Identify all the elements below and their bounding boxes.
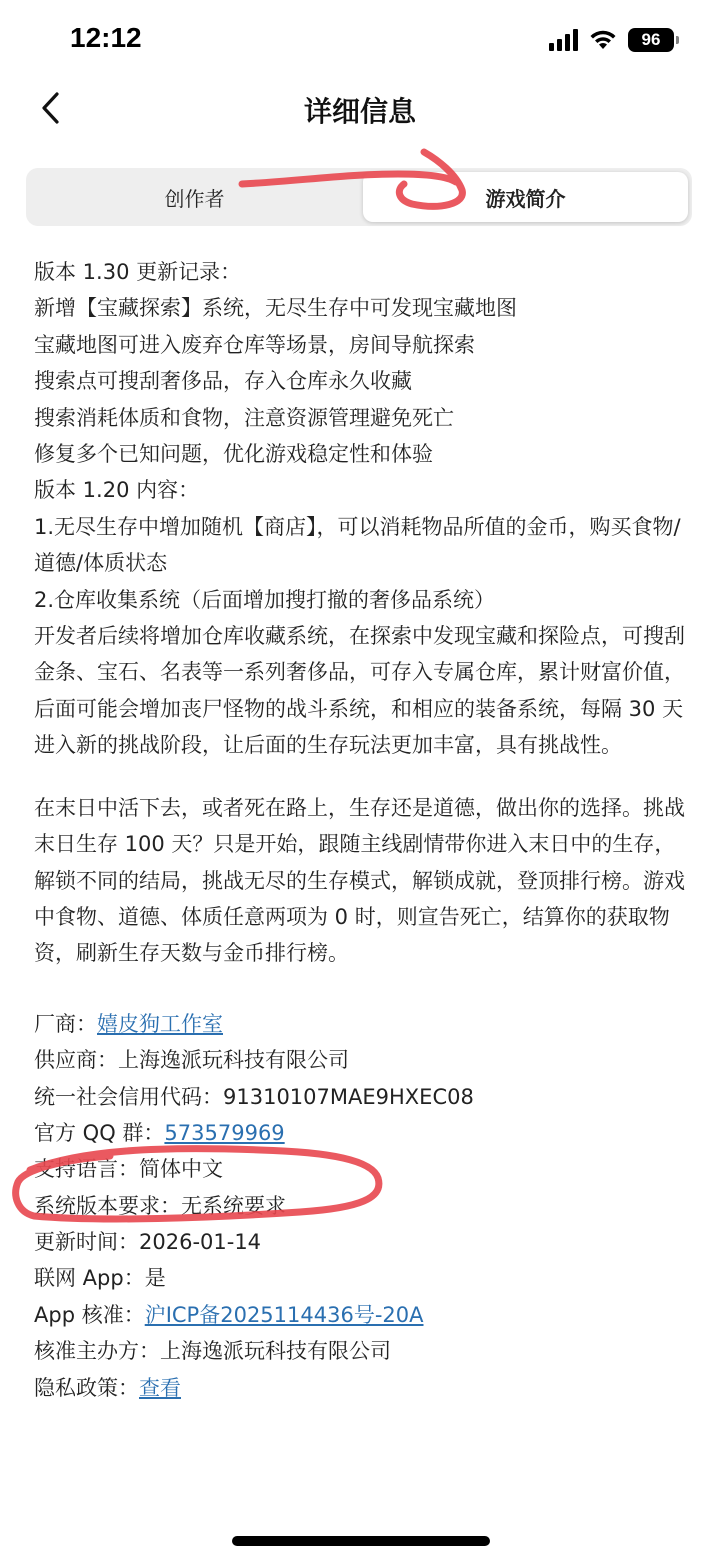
changelog-line: 搜索点可搜刮奢侈品，存入仓库永久收藏	[34, 369, 412, 394]
info-qq-group	[34, 1115, 686, 1151]
info-privacy	[34, 1370, 686, 1406]
sponsor-label: 核准主办方：	[34, 1339, 160, 1364]
info-vendor	[34, 1006, 686, 1042]
language-value: 简体中文	[139, 1157, 223, 1182]
changelog-line: 宝藏地图可进入废弃仓库等场景，房间导航探索	[34, 332, 475, 357]
supplier-label: 供应商：	[34, 1048, 118, 1073]
os-requirement-value: 无系统要求	[181, 1193, 286, 1218]
changelog-line: 新增【宝藏探索】系统，无尽生存中可发现宝藏地图	[34, 296, 517, 321]
sponsor-value: 上海逸派玩科技有限公司	[160, 1339, 391, 1364]
info-credit-code	[34, 1079, 686, 1115]
home-indicator[interactable]	[232, 1536, 490, 1546]
game-intro-paragraph: 在末日中活下去，或者死在路上，生存还是道德，做出你的选择。挑战末日生存 100 天？只是开始，跟随主线剧情带你进入末日中的生存，解锁不同的结局，挑战无尽的生存模式，解锁成就，登顶排行榜。游戏中食物、道德、体质任意两项为 0 时，则宣告死亡，结算你的获取物资，刷新生存天数与金币排行榜。	[34, 795, 685, 966]
privacy-label: 隐私政策：	[34, 1375, 139, 1400]
cellular-signal-icon	[549, 29, 578, 51]
qq-group-label: 官方 QQ 群：	[34, 1120, 165, 1145]
changelog-line: 搜索消耗体质和食物，注意资源管理避免死亡	[34, 405, 454, 430]
status-bar	[0, 0, 720, 80]
changelog-line: 版本 1.30 更新记录：	[34, 260, 242, 284]
online-app-label: 联网 App：	[34, 1266, 145, 1291]
info-icp	[34, 1297, 686, 1333]
info-sponsor	[34, 1333, 686, 1369]
wifi-icon	[588, 29, 618, 51]
credit-code-value: 91310107MAE9HXEC08	[223, 1084, 474, 1109]
info-supplier	[34, 1042, 686, 1078]
page-title: 详细信息	[303, 95, 416, 128]
status-time: 12:12	[70, 22, 142, 53]
language-label: 支持语言：	[34, 1157, 139, 1182]
icp-link[interactable]: 沪ICP备2025114436号-20A	[144, 1302, 424, 1327]
info-update-time	[34, 1224, 686, 1260]
changelog-line: 修复多个已知问题，优化游戏稳定性和体验	[34, 442, 433, 467]
tab-game-intro[interactable]: 游戏简介	[363, 172, 688, 222]
changelog-line: 开发者后续将增加仓库收藏系统，在探索中发现宝藏和探险点，可搜刮金条、宝石、名表等一系列奢侈品，可存入专属仓库，累计财富价值，后面可能会增加丧尸怪物的战斗系统，和相应的装备系统，每隔 30 天进入新的挑战阶段，让后面的生存玩法更加丰富，具有挑战性。	[34, 624, 685, 758]
nav-bar	[0, 80, 720, 140]
status-icons	[549, 28, 674, 52]
qq-group-link[interactable]: 573579969	[164, 1120, 285, 1145]
info-os-requirement	[34, 1188, 686, 1224]
os-requirement-label: 系统版本要求：	[34, 1193, 181, 1218]
detail-content	[34, 254, 686, 1406]
segmented-control	[26, 168, 692, 226]
online-app-value: 是	[144, 1266, 166, 1291]
vendor-label: 厂商：	[34, 1011, 97, 1036]
vendor-link[interactable]: 嬉皮狗工作室	[97, 1011, 223, 1036]
changelog-line: 1.无尽生存中增加随机【商店】，可以消耗物品所值的金币，购买食物/道德/体质状态	[34, 514, 681, 576]
update-time-value: 2026-01-14	[139, 1230, 262, 1255]
update-time-label: 更新时间：	[34, 1230, 139, 1255]
privacy-link[interactable]: 查看	[139, 1375, 181, 1400]
changelog-line: 版本 1.20 内容：	[34, 478, 200, 503]
changelog-line: 2.仓库收集系统（后面增加搜打撤的奢侈品系统）	[34, 587, 496, 612]
credit-code-label: 统一社会信用代码：	[34, 1084, 223, 1109]
battery-icon: 96	[628, 28, 674, 52]
info-online-app	[34, 1260, 686, 1296]
info-language	[34, 1151, 686, 1187]
icp-label: App 核准：	[34, 1302, 145, 1327]
tab-creator[interactable]: 创作者	[164, 186, 225, 211]
supplier-value: 上海逸派玩科技有限公司	[118, 1048, 349, 1073]
